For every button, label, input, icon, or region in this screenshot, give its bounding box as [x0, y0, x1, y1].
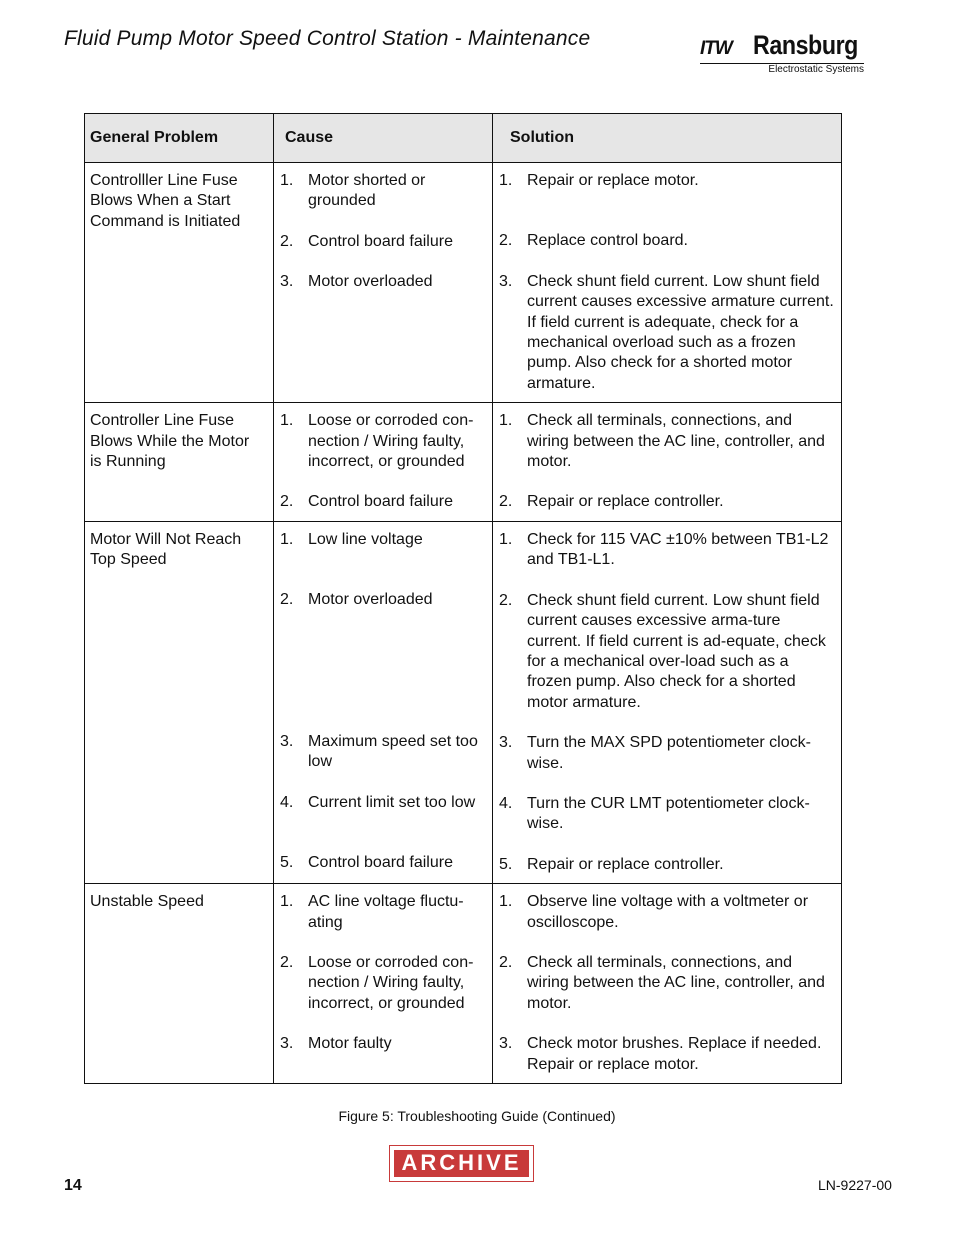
cause-item: 1. AC line voltage fluctu-ating — [280, 893, 464, 931]
cause-item: 4. Current limit set too low — [280, 793, 476, 811]
cause-cell — [274, 884, 493, 1084]
solution-item: 5. Repair or replace controller. — [499, 855, 724, 873]
cause-cell — [274, 163, 493, 403]
page-number: 14 — [64, 1177, 82, 1194]
problem-cell: Unstable Speed — [85, 884, 274, 1084]
table-row — [85, 163, 842, 403]
problem-cell: Controller Line Fuse Blows While the Motor is Running — [85, 403, 274, 522]
solution-cell — [493, 403, 842, 522]
cause-item: 2. Motor overloaded — [280, 591, 433, 609]
solution-item: 1. Observe line voltage with a voltmeter or oscilloscope. — [499, 893, 809, 931]
table-row — [85, 521, 842, 883]
solution-cell — [493, 521, 842, 883]
figure-caption: Figure 5: Troubleshooting Guide (Continued) — [338, 1108, 616, 1124]
table-header-row — [85, 114, 842, 163]
solution-item: 2. Repair or replace controller. — [499, 493, 724, 511]
cause-cell — [274, 403, 493, 522]
solution-item: 3. Check motor brushes. Replace if needed. Repair or replace motor. — [499, 1035, 822, 1073]
solution-item: 1. Check all terminals, connections, and wiring between the AC line, controller, and motor. — [499, 412, 825, 471]
problem-cell: Controlller Line Fuse Blows When a Start Command is Initiated — [85, 163, 274, 403]
logo-prefix: ITW — [700, 38, 732, 59]
logo-subtitle: Electrostatic Systems — [768, 64, 864, 75]
itw-ransburg-logo — [698, 30, 868, 80]
solution-item: 1. Repair or replace motor. — [499, 172, 699, 189]
cause-cell — [274, 521, 493, 883]
troubleshooting-table — [84, 113, 842, 1084]
archive-stamp: ARCHIVE — [389, 1145, 534, 1182]
header-cause: Cause — [274, 114, 493, 163]
cause-item: 3. Motor overloaded — [280, 273, 433, 291]
cause-item: 1. Motor shorted or grounded — [280, 172, 426, 210]
cause-item: 3. Maximum speed set too low — [280, 732, 478, 771]
logo-name: Ransburg — [753, 30, 858, 60]
cause-item: 5. Control board failure — [280, 853, 453, 871]
cause-item: 1. Loose or corroded con-nection / Wiring faulty, incorrect, or grounded — [280, 412, 474, 471]
solution-item: 2. Check all terminals, connections, and wiring between the AC line, controller, and motor. — [499, 953, 825, 1012]
solution-item: 1. Check for 115 VAC ±10% between TB1-L2 and TB1-L1. — [499, 530, 829, 569]
header-solution: Solution — [493, 114, 842, 163]
solution-item: 3. Check shunt field current. Low shunt field current causes excessive armature current. If field current is adequate, check for a mechanical overload such as a frozen pump. Also check for a shorted motor armature. — [499, 272, 834, 392]
page-title: Fluid Pump Motor Speed Control Station - Maintenance — [64, 27, 591, 50]
solution-cell — [493, 163, 842, 403]
cause-item: 1. Low line voltage — [280, 530, 423, 548]
solution-item: 3. Turn the MAX SPD potentiometer clock-wise. — [499, 734, 811, 772]
cause-item: 3. Motor faulty — [280, 1035, 392, 1053]
cause-item: 2. Control board failure — [280, 232, 453, 250]
solution-item: 2. Check shunt field current. Low shunt field current causes excessive arma-ture current. If field current is ad-equate, check for a mechanical over-load such as a frozen pump. Also check for a shorted motor armature. — [499, 591, 826, 711]
solution-item: 2. Replace control board. — [499, 232, 688, 250]
header-general-problem: General Problem — [85, 114, 274, 163]
solution-cell — [493, 884, 842, 1084]
cause-item: 2. Control board failure — [280, 493, 453, 511]
table-row — [85, 403, 842, 522]
cause-item: 2. Loose or corroded con-nection / Wiring faulty, incorrect, or grounded — [280, 953, 474, 1012]
document-number: LN-9227-00 — [818, 1177, 892, 1193]
table-row — [85, 884, 842, 1084]
solution-item: 4. Turn the CUR LMT potentiometer clock-wise. — [499, 794, 810, 833]
problem-cell: Motor Will Not Reach Top Speed — [85, 521, 274, 883]
